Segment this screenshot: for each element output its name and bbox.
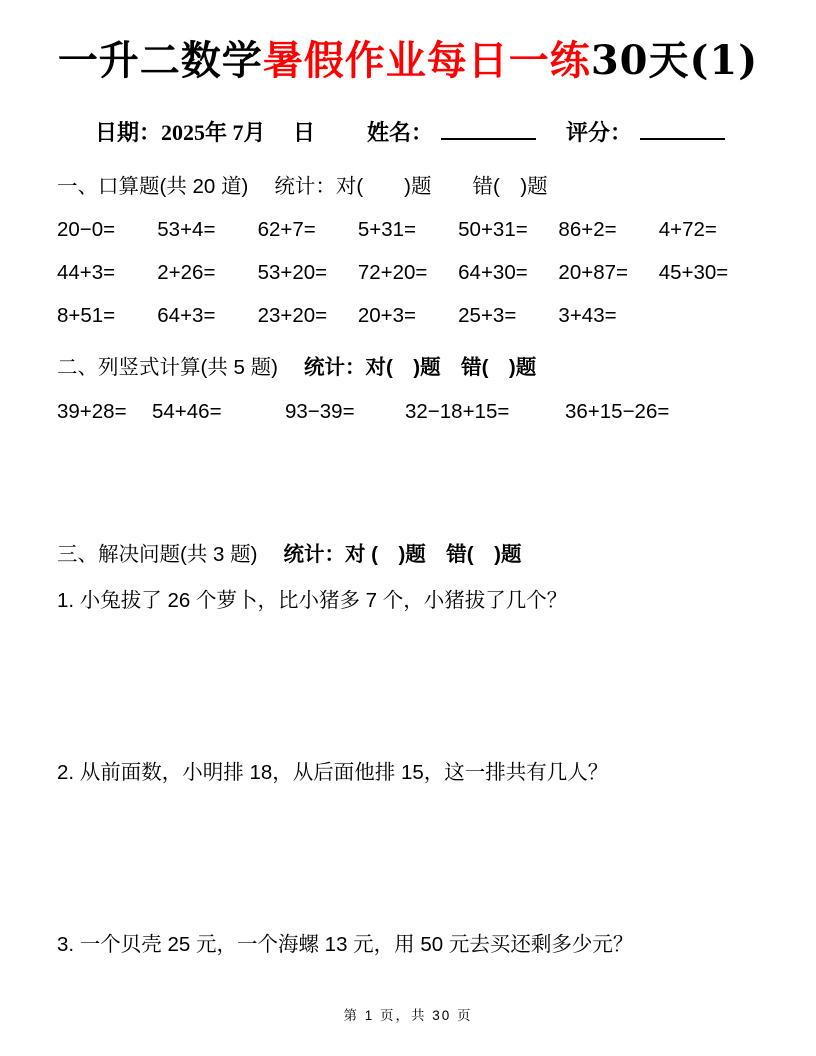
word-problem-3: 3. 一个贝壳 25 元，一个海螺 13 元，用 50 元去买还剩多少元？ (57, 933, 634, 956)
title-highlight: 暑假作业每日一练 (262, 37, 591, 84)
section-2-title: 二、列竖式计算(共 5 题) (57, 356, 278, 379)
oral-problem: 86+2= (558, 218, 617, 241)
vertical-problem: 54+46= (152, 400, 222, 423)
meta-line (57, 116, 759, 147)
oral-problem: 53+4= (157, 218, 216, 241)
oral-problem: 62+7= (257, 218, 316, 241)
section-3-heading (57, 537, 759, 567)
section-3-title: 三、解决问题(共 3 题) (57, 543, 258, 566)
oral-problem: 20+87= (558, 261, 628, 284)
section-2-stats: 统计：对( )题 错( )题 (303, 356, 537, 379)
oral-problems-row-3 (57, 304, 759, 328)
oral-problem: 23+20= (257, 304, 328, 327)
vertical-problem: 93−39= (285, 400, 355, 423)
oral-problem: 20+3= (357, 304, 416, 327)
oral-problem: 72+20= (357, 261, 428, 284)
vertical-problem: 36+15−26= (565, 400, 670, 423)
section-3-stats: 统计：对 ( )题 错( )题 (283, 543, 522, 566)
oral-problem: 20−0= (57, 218, 116, 241)
oral-problem: 44+3= (57, 261, 116, 284)
score-blank-line (640, 122, 725, 140)
oral-problem: 25+3= (458, 304, 517, 327)
vertical-problem: 32−18+15= (405, 400, 510, 423)
oral-problem: 3+43= (558, 304, 617, 327)
oral-problem: 5+31= (357, 218, 416, 241)
page-title (57, 36, 759, 86)
date-label: 日期：2025年 7月 日 (95, 120, 316, 145)
oral-problem: 45+30= (658, 261, 729, 284)
score-label: 评分： (566, 120, 633, 145)
oral-problem: 53+20= (257, 261, 328, 284)
section-1-title: 一、口算题(共 20 道) (57, 175, 249, 198)
word-problem-2: 2. 从前面数，小明排 18，从后面他排 15，这一排共有几人？ (57, 761, 609, 784)
oral-problem: 50+31= (458, 218, 528, 241)
section-1-heading (57, 169, 759, 199)
oral-problem: 64+3= (157, 304, 216, 327)
oral-problem: 8+51= (57, 304, 116, 327)
oral-problem: 64+30= (458, 261, 528, 284)
section-2-heading (57, 350, 759, 380)
title-part2: 30天(1) (590, 37, 759, 84)
name-label: 姓名： (367, 120, 434, 145)
oral-problems-row-2 (57, 261, 759, 285)
title-part1: 一升二数学 (57, 37, 263, 84)
page-footer: 第 1 页，共 30 页 (343, 1008, 473, 1023)
name-blank-line (441, 122, 536, 140)
oral-problem: 4+72= (658, 218, 717, 241)
oral-problems-row-1 (57, 218, 759, 242)
vertical-calc-problems (57, 400, 759, 424)
oral-problem: 2+26= (157, 261, 216, 284)
section-1-stats: 统计：对( )题 错( )题 (274, 175, 548, 198)
word-problem-1: 1. 小兔拔了 26 个萝卜，比小猪多 7 个，小猪拔了几个？ (57, 589, 568, 612)
vertical-problem: 39+28= (57, 400, 127, 423)
